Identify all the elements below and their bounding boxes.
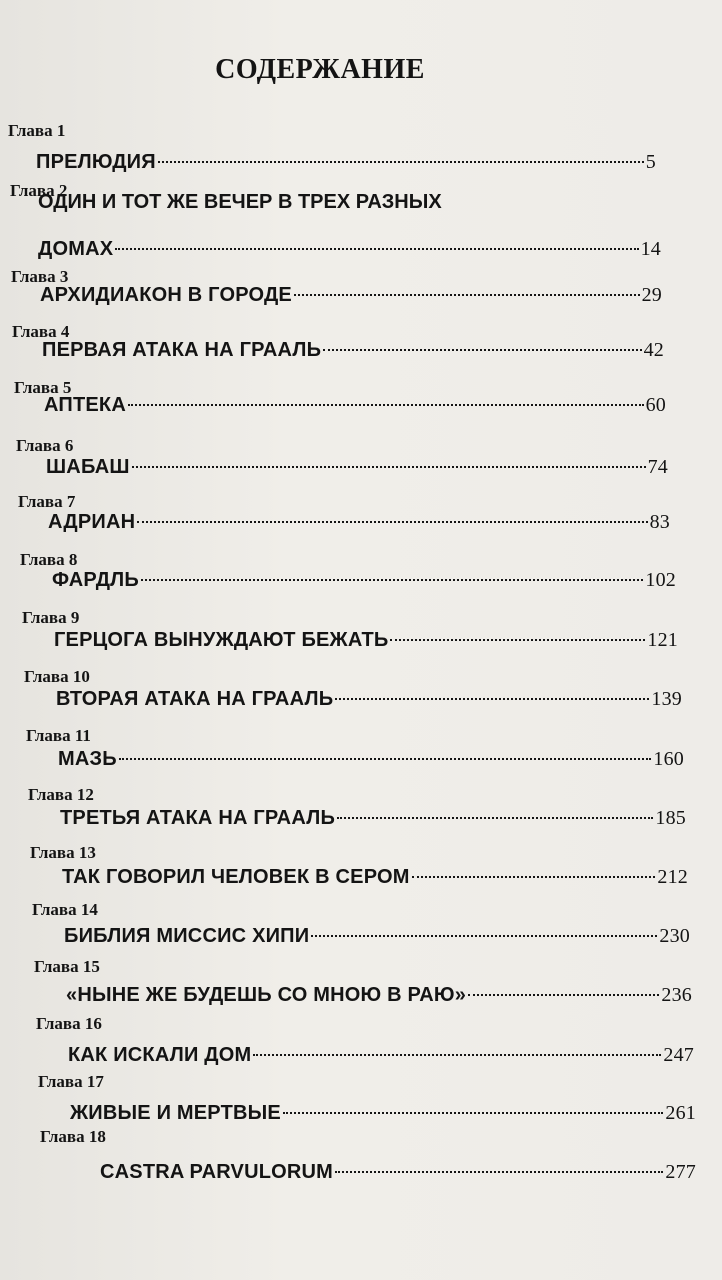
page-title: СОДЕРЖАНИЕ [215, 54, 425, 85]
page-number: 160 [653, 748, 684, 770]
leader-dots [335, 1156, 663, 1178]
chapter-label: Глава 2 [10, 181, 68, 200]
page-number: 139 [651, 688, 682, 710]
chapter-label: Глава 9 [22, 608, 80, 627]
entry-title: «НЫНЕ ЖЕ БУДЕШЬ СО МНОЮ В РАЮ» [66, 984, 467, 1006]
toc-entry [68, 1039, 694, 1067]
entry-title: АПТЕКА [44, 394, 126, 416]
page-number: 236 [661, 984, 692, 1006]
chapter-label: Глава 16 [36, 1014, 102, 1033]
toc-entry [64, 920, 690, 948]
page-number: 261 [665, 1102, 696, 1124]
leader-dots [132, 451, 646, 473]
entry-title: ВТОРАЯ АТАКА НА ГРААЛЬ [56, 688, 334, 710]
page-number: 83 [649, 511, 670, 533]
toc-entry [44, 389, 666, 417]
toc-entry [36, 146, 656, 174]
entry-title: ГЕРЦОГА ВЫНУЖДАЮТ БЕЖАТЬ [54, 629, 389, 651]
leader-dots [158, 146, 644, 168]
toc-entry [58, 743, 684, 771]
chapter-label: Глава 6 [16, 436, 74, 455]
entry-title: КАК ИСКАЛИ ДОМ [68, 1044, 252, 1066]
leader-dots [390, 624, 645, 646]
toc-entry [66, 979, 692, 1007]
leader-dots [335, 683, 649, 705]
page-number: 185 [655, 807, 686, 829]
entry-title: ШАБАШ [46, 456, 130, 478]
page-number: 42 [643, 339, 664, 361]
entry-title: ДОМАХ [38, 238, 114, 260]
leader-dots [115, 233, 638, 255]
chapter-label: Глава 15 [34, 957, 100, 976]
entry-title: ПРЕЛЮДИЯ [36, 151, 156, 173]
toc-entry [54, 624, 678, 652]
entry-title: ПЕРВАЯ АТАКА НА ГРААЛЬ [42, 339, 322, 361]
leader-dots [283, 1097, 663, 1119]
leader-dots [141, 564, 643, 586]
leader-dots [323, 334, 641, 356]
toc-entry [42, 334, 664, 362]
page-number: 121 [647, 629, 678, 651]
chapter-label: Глава 10 [24, 667, 90, 686]
chapter-label: Глава 8 [20, 550, 78, 569]
leader-dots [253, 1039, 661, 1061]
page-number: 247 [663, 1044, 694, 1066]
entry-title: АРХИДИАКОН В ГОРОДЕ [40, 284, 292, 306]
entry-title: ТРЕТЬЯ АТАКА НА ГРААЛЬ [60, 807, 336, 829]
page-number: 230 [659, 925, 690, 947]
toc-entry [48, 506, 670, 534]
leader-dots [294, 279, 640, 301]
toc-entry [40, 279, 662, 307]
page-number: 60 [645, 394, 666, 416]
entry-title: БИБЛИЯ МИССИС ХИПИ [64, 925, 310, 947]
page-number: 74 [647, 456, 668, 478]
chapter-label: Глава 3 [11, 267, 69, 286]
entry-title: АДРИАН [48, 511, 136, 533]
toc-entry [56, 683, 682, 711]
leader-dots [137, 506, 647, 528]
chapter-label: Глава 14 [32, 900, 98, 919]
toc-entry [62, 861, 688, 889]
chapter-label: Глава 1 [8, 121, 66, 140]
chapter-label: Глава 5 [14, 378, 72, 397]
chapter-label: Глава 12 [28, 785, 94, 804]
chapter-label: Глава 17 [38, 1072, 104, 1091]
leader-dots [468, 979, 659, 1001]
page-number: 29 [641, 284, 662, 306]
entry-title: ТАК ГОВОРИЛ ЧЕЛОВЕК В СЕРОМ [62, 866, 410, 888]
leader-dots [337, 802, 653, 824]
page-number: 5 [645, 151, 656, 173]
entry-title: МАЗЬ [58, 748, 117, 770]
page-number: 102 [645, 569, 676, 591]
page-number: 277 [665, 1161, 696, 1183]
leader-dots [311, 920, 657, 942]
chapter-label: Глава 18 [40, 1127, 106, 1146]
toc-entry [100, 1156, 696, 1184]
toc-entry [38, 233, 661, 261]
chapter-label: Глава 13 [30, 843, 96, 862]
entry-title: ЖИВЫЕ И МЕРТВЫЕ [70, 1102, 281, 1124]
entry-title: CASTRA PARVULORUM [100, 1161, 334, 1183]
toc-entry [60, 802, 686, 830]
chapter-label: Глава 7 [18, 492, 76, 511]
page-number: 212 [657, 866, 688, 888]
entry-title: ФАРДЛЬ [52, 569, 139, 591]
toc-entry [70, 1097, 696, 1125]
leader-dots [412, 861, 656, 883]
leader-dots [119, 743, 652, 765]
page-number: 14 [640, 238, 661, 260]
leader-dots [128, 389, 644, 411]
toc-entry [52, 564, 676, 592]
entry-title-line1: ОДИН И ТОТ ЖЕ ВЕЧЕР В ТРЕХ РАЗНЫХ [38, 191, 442, 213]
toc-entry [46, 451, 668, 479]
chapter-label: Глава 4 [12, 322, 70, 341]
chapter-label: Глава 11 [26, 726, 91, 745]
